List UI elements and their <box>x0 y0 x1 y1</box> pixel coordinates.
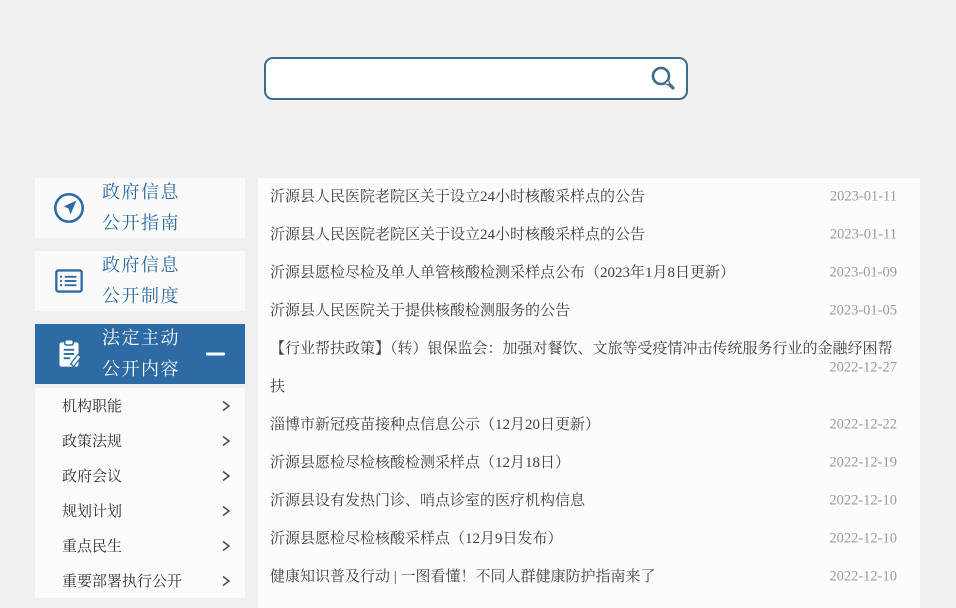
sidebar-item-label <box>102 250 180 312</box>
news-title-link[interactable]: 沂源县愿检尽检核酸检测采样点（12月18日） <box>270 455 571 471</box>
submenu-label: 重点民生 <box>62 539 123 555</box>
news-title-link[interactable]: 沂源县愿检尽检及单人单管核酸检测采样点公布（2023年1月8日更新） <box>270 265 736 281</box>
news-title-link[interactable]: 沂源县人民医院关于提供核酸检测服务的公告 <box>270 303 571 319</box>
chevron-right-icon <box>220 574 232 588</box>
news-date: 2023-01-05 <box>829 302 897 319</box>
submenu-item-key-deployment-disclosure[interactable] <box>35 563 245 598</box>
compass-icon <box>49 188 89 228</box>
label-line2: 公开指南 <box>102 213 180 233</box>
news-row[interactable] <box>258 406 920 444</box>
news-row[interactable] <box>258 444 920 482</box>
news-title-link[interactable]: 沂源县设有发热门诊、哨点诊室的医疗机构信息 <box>270 493 586 509</box>
submenu-item-policies-regulations[interactable] <box>35 423 245 458</box>
news-date: 2022-12-19 <box>829 454 897 471</box>
news-date: 2023-01-11 <box>829 226 897 243</box>
sidebar-item-statutory-disclosure[interactable] <box>35 324 245 384</box>
news-title-link[interactable]: 沂源县愿检尽检核酸采样点（12月9日发布） <box>270 531 563 547</box>
sidebar-item-disclosure-system[interactable] <box>35 251 245 311</box>
chevron-right-icon <box>220 539 232 553</box>
submenu-item-key-livelihood[interactable] <box>35 528 245 563</box>
submenu-label: 政策法规 <box>62 434 123 450</box>
minus-icon <box>206 353 225 356</box>
news-date: 2022-12-22 <box>829 416 897 433</box>
news-row[interactable] <box>258 330 920 406</box>
news-date: 2023-01-11 <box>829 188 897 205</box>
search-input[interactable] <box>266 59 640 98</box>
news-date: 2022-12-10 <box>829 568 897 585</box>
news-title-link[interactable]: 健康知识普及行动 | 一图看懂！不同人群健康防护指南来了 <box>270 569 656 585</box>
sidebar-item-label <box>102 323 180 385</box>
news-row[interactable] <box>258 254 920 292</box>
news-title-link[interactable]: 淄博市新冠疫苗接种点信息公示（12月20日更新） <box>270 417 601 433</box>
sidebar-item-disclosure-guide[interactable] <box>35 178 245 238</box>
news-row[interactable] <box>258 292 920 330</box>
news-title-link[interactable]: 沂源县人民医院老院区关于设立24小时核酸采样点的公告 <box>270 227 646 243</box>
news-date: 2022-12-27 <box>829 359 897 376</box>
news-row[interactable] <box>258 216 920 254</box>
sidebar-submenu <box>35 388 245 598</box>
submenu-label: 重要部署执行公开 <box>62 574 183 590</box>
label-line1: 政府信息 <box>102 182 180 202</box>
label-line2: 公开内容 <box>102 359 180 379</box>
news-title-link[interactable]: 【行业帮扶政策】（转）银保监会：加强对餐饮、文旅等受疫情冲击传统服务行业的金融纾困帮扶 <box>270 341 893 395</box>
submenu-item-org-functions[interactable] <box>35 388 245 423</box>
news-date: 2022-12-10 <box>829 530 897 547</box>
sidebar <box>35 178 245 598</box>
search-button[interactable] <box>640 59 686 98</box>
submenu-item-government-meetings[interactable] <box>35 458 245 493</box>
chevron-right-icon <box>220 399 232 413</box>
clipboard-pencil-icon <box>49 334 89 374</box>
search-icon <box>648 64 678 94</box>
news-list-panel <box>258 178 920 608</box>
search-bar <box>264 57 688 100</box>
chevron-right-icon <box>220 469 232 483</box>
news-date: 2023-01-09 <box>829 264 897 281</box>
submenu-item-plans[interactable] <box>35 493 245 528</box>
label-line1: 政府信息 <box>102 255 180 275</box>
label-line2: 公开制度 <box>102 286 180 306</box>
news-row[interactable] <box>258 558 920 596</box>
news-row[interactable] <box>258 520 920 558</box>
chevron-right-icon <box>220 434 232 448</box>
news-date: 2022-12-10 <box>829 492 897 509</box>
sidebar-item-label <box>102 177 180 239</box>
news-row[interactable] <box>258 482 920 520</box>
submenu-label: 机构职能 <box>62 399 123 415</box>
label-line1: 法定主动 <box>102 328 180 348</box>
chevron-right-icon <box>220 504 232 518</box>
news-title-link[interactable]: 沂源县人民医院老院区关于设立24小时核酸采样点的公告 <box>270 189 646 205</box>
submenu-label: 规划计划 <box>62 504 123 520</box>
news-row[interactable] <box>258 178 920 216</box>
submenu-label: 政府会议 <box>62 469 123 485</box>
document-icon <box>49 261 89 301</box>
